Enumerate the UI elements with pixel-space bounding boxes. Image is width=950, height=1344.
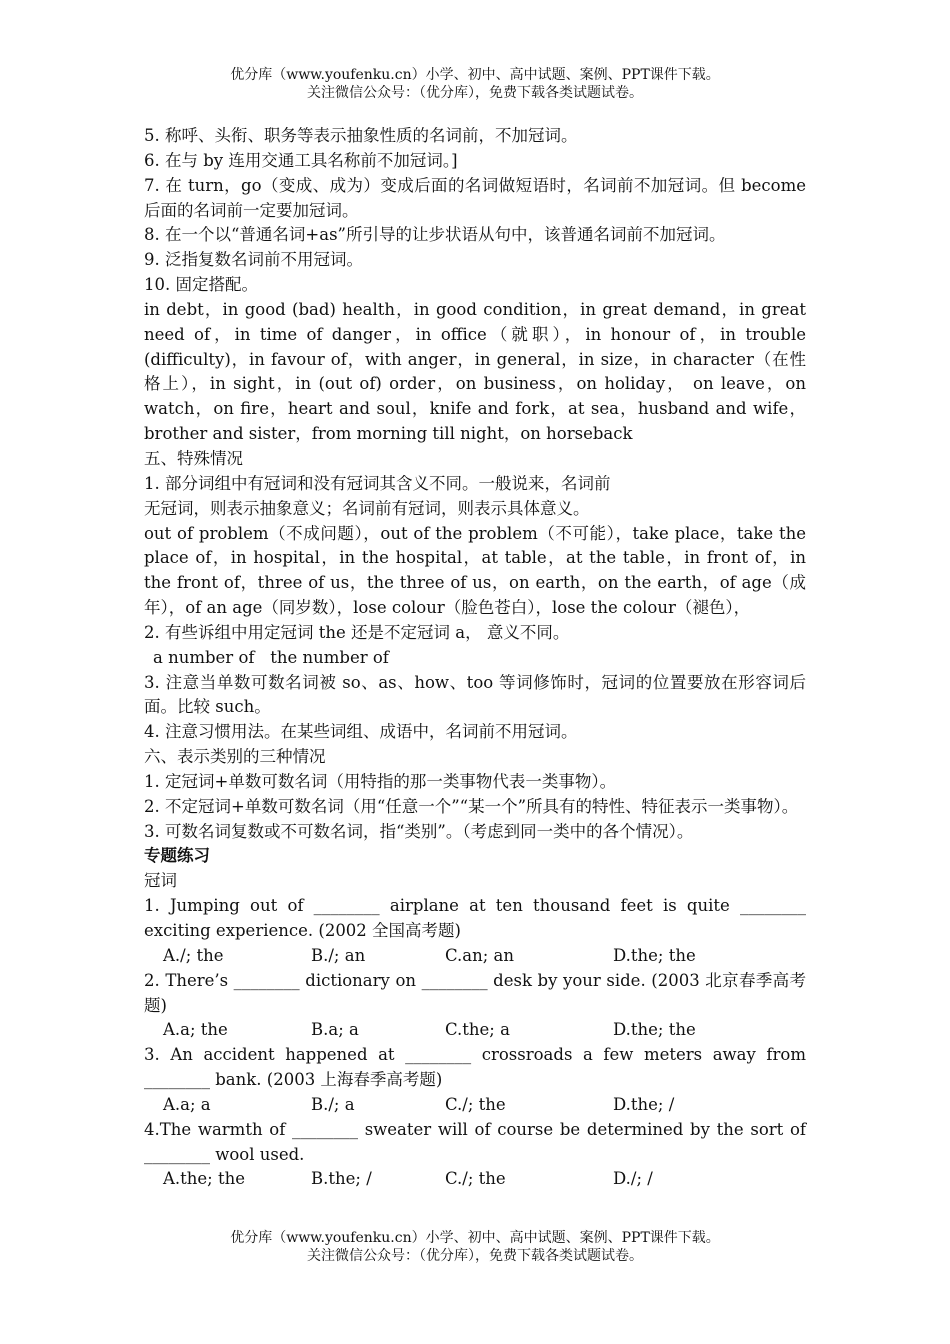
question-3-option-b: B./; a bbox=[311, 1094, 355, 1114]
page-footer bbox=[0, 1229, 950, 1265]
section-6-item-1: 1. 定冠词+单数可数名词（用特指的那一类事物代表一类事物）。 bbox=[144, 771, 617, 791]
question-4-option-d: D./; / bbox=[613, 1169, 653, 1189]
section-5-point-1b: 无冠词，则表示抽象意义；名词前有冠词，则表示具体意义。 bbox=[144, 498, 590, 518]
practice-subtitle: 冠词 bbox=[144, 871, 177, 891]
question-4-option-a: A.the; the bbox=[163, 1169, 246, 1189]
footer-line-2: 关注微信公众号：（优分库），免费下载各类试题试卷。 bbox=[307, 1248, 643, 1264]
section-5-point-4: 4. 注意习惯用法。在某些词组、成语中，名词前不用冠词。 bbox=[144, 722, 578, 742]
section-5-heading: 五、特殊情况 bbox=[144, 448, 243, 468]
section-5-point-2: 2. 有些诉组中用定冠词 the 还是不定冠词 a， 意义不同。 bbox=[144, 622, 570, 642]
page-header bbox=[0, 66, 950, 102]
header-line-1: 优分库（www.youfenku.cn）小学、初中、高中试题、案例、PPT课件下载。 bbox=[230, 67, 720, 83]
question-2-option-c: C.the; a bbox=[445, 1020, 510, 1040]
section-5-point-1a: 1. 部分词组中有冠词和没有冠词其含义不同。一般说来，名词前 bbox=[144, 473, 611, 493]
question-1-option-b: B./; an bbox=[311, 945, 366, 965]
section-6-item-3: 3. 可数名词复数或不可数名词，指“类别”。（考虑到同一类中的各个情况）。 bbox=[144, 821, 694, 841]
rule-7: 7. 在 turn，go（变成、成为）变成后面的名词做短语时，名词前不加冠词。但 become 后面的名词前一定要加冠词。 bbox=[144, 175, 806, 220]
document-body bbox=[144, 124, 806, 1192]
question-4-option-b: B.the; / bbox=[311, 1169, 372, 1189]
section-5-point-2-example: a number of the number of bbox=[153, 647, 389, 667]
question-1-stem: 1. Jumping out of ________ airplane at ten thousand feet is quite ________ exciting experience. (2002 全国高考题) bbox=[144, 896, 806, 940]
rule-9: 9. 泛指复数名词前不用冠词。 bbox=[144, 250, 363, 270]
question-1-option-c: C.an; an bbox=[445, 945, 515, 965]
question-4-stem: 4.The warmth of ________ sweater will of course be determined by the sort of ________ wool used. bbox=[144, 1119, 806, 1164]
question-2-stem: 2. There’s ________ dictionary on ________ desk by your side. (2003 北京春季高考题) bbox=[144, 970, 806, 1015]
question-1-option-a: A./; the bbox=[163, 945, 224, 965]
question-3-stem: 3. An accident happened at ________ crossroads a few meters away from ________ bank. (2003 上海春季高考题) bbox=[144, 1045, 806, 1090]
question-4-options bbox=[144, 1167, 806, 1192]
rule-8: 8. 在一个以“普通名词+as”所引导的让步状语从句中，该普通名词前不加冠词。 bbox=[144, 225, 726, 245]
footer-line-1: 优分库（www.youfenku.cn）小学、初中、高中试题、案例、PPT课件下载。 bbox=[230, 1230, 720, 1246]
fixed-phrases: in debt，in good (bad) health，in good condition，in great demand，in great need of，in time of danger，in office（就职），in honour of，in trouble (difficulty)，in favour of，with anger，in general，in size，in character（在性格上），in sight，in (out of) order，on business，on holiday， on leave，on watch，on fire，heart and soul，knife and fork，at sea，husband and wife，brother and sister，from morning till night，on horseback bbox=[144, 299, 806, 444]
header-line-2: 关注微信公众号：（优分库），免费下载各类试题试卷。 bbox=[307, 85, 643, 101]
question-3-option-c: C./; the bbox=[445, 1094, 506, 1114]
rule-10: 10. 固定搭配。 bbox=[144, 275, 258, 295]
question-2-option-d: D.the; the bbox=[613, 1020, 696, 1040]
question-1-option-d: D.the; the bbox=[613, 945, 696, 965]
question-1-options bbox=[144, 944, 806, 969]
rule-5: 5. 称呼、头衔、职务等表示抽象性质的名词前，不加冠词。 bbox=[144, 126, 578, 145]
question-3-option-d: D.the; / bbox=[613, 1094, 675, 1114]
section-6-item-2: 2. 不定冠词+单数可数名词（用“任意一个”“某一个”所具有的特性、特征表示一类事物）。 bbox=[144, 796, 799, 816]
rule-6: 6. 在与 by 连用交通工具名称前不加冠词。] bbox=[144, 150, 458, 170]
question-4-option-c: C./; the bbox=[445, 1169, 506, 1189]
section-5-examples: out of problem（不成问题），out of the problem（不可能），take place，take the place of，in hospital，in the hospital，at table，at the table，in front of，in the front of，three of us，the three of us，on earth，on the earth，of age（成年），of an age（同岁数），lose colour（脸色苍白），lose the colour（褪色）， bbox=[144, 523, 806, 618]
question-2-options bbox=[144, 1018, 806, 1043]
question-3-options bbox=[144, 1093, 806, 1118]
practice-title: 专题练习 bbox=[144, 846, 210, 866]
question-3-option-a: A.a; a bbox=[163, 1094, 211, 1114]
question-2-option-b: B.a; a bbox=[311, 1020, 359, 1040]
section-6-heading: 六、表示类别的三种情况 bbox=[144, 747, 326, 767]
section-5-point-3: 3. 注意当单数可数名词被 so、as、how、too 等词修饰时，冠词的位置要放在形容词后面。比较 such。 bbox=[144, 672, 806, 717]
question-2-option-a: A.a; the bbox=[163, 1020, 228, 1040]
